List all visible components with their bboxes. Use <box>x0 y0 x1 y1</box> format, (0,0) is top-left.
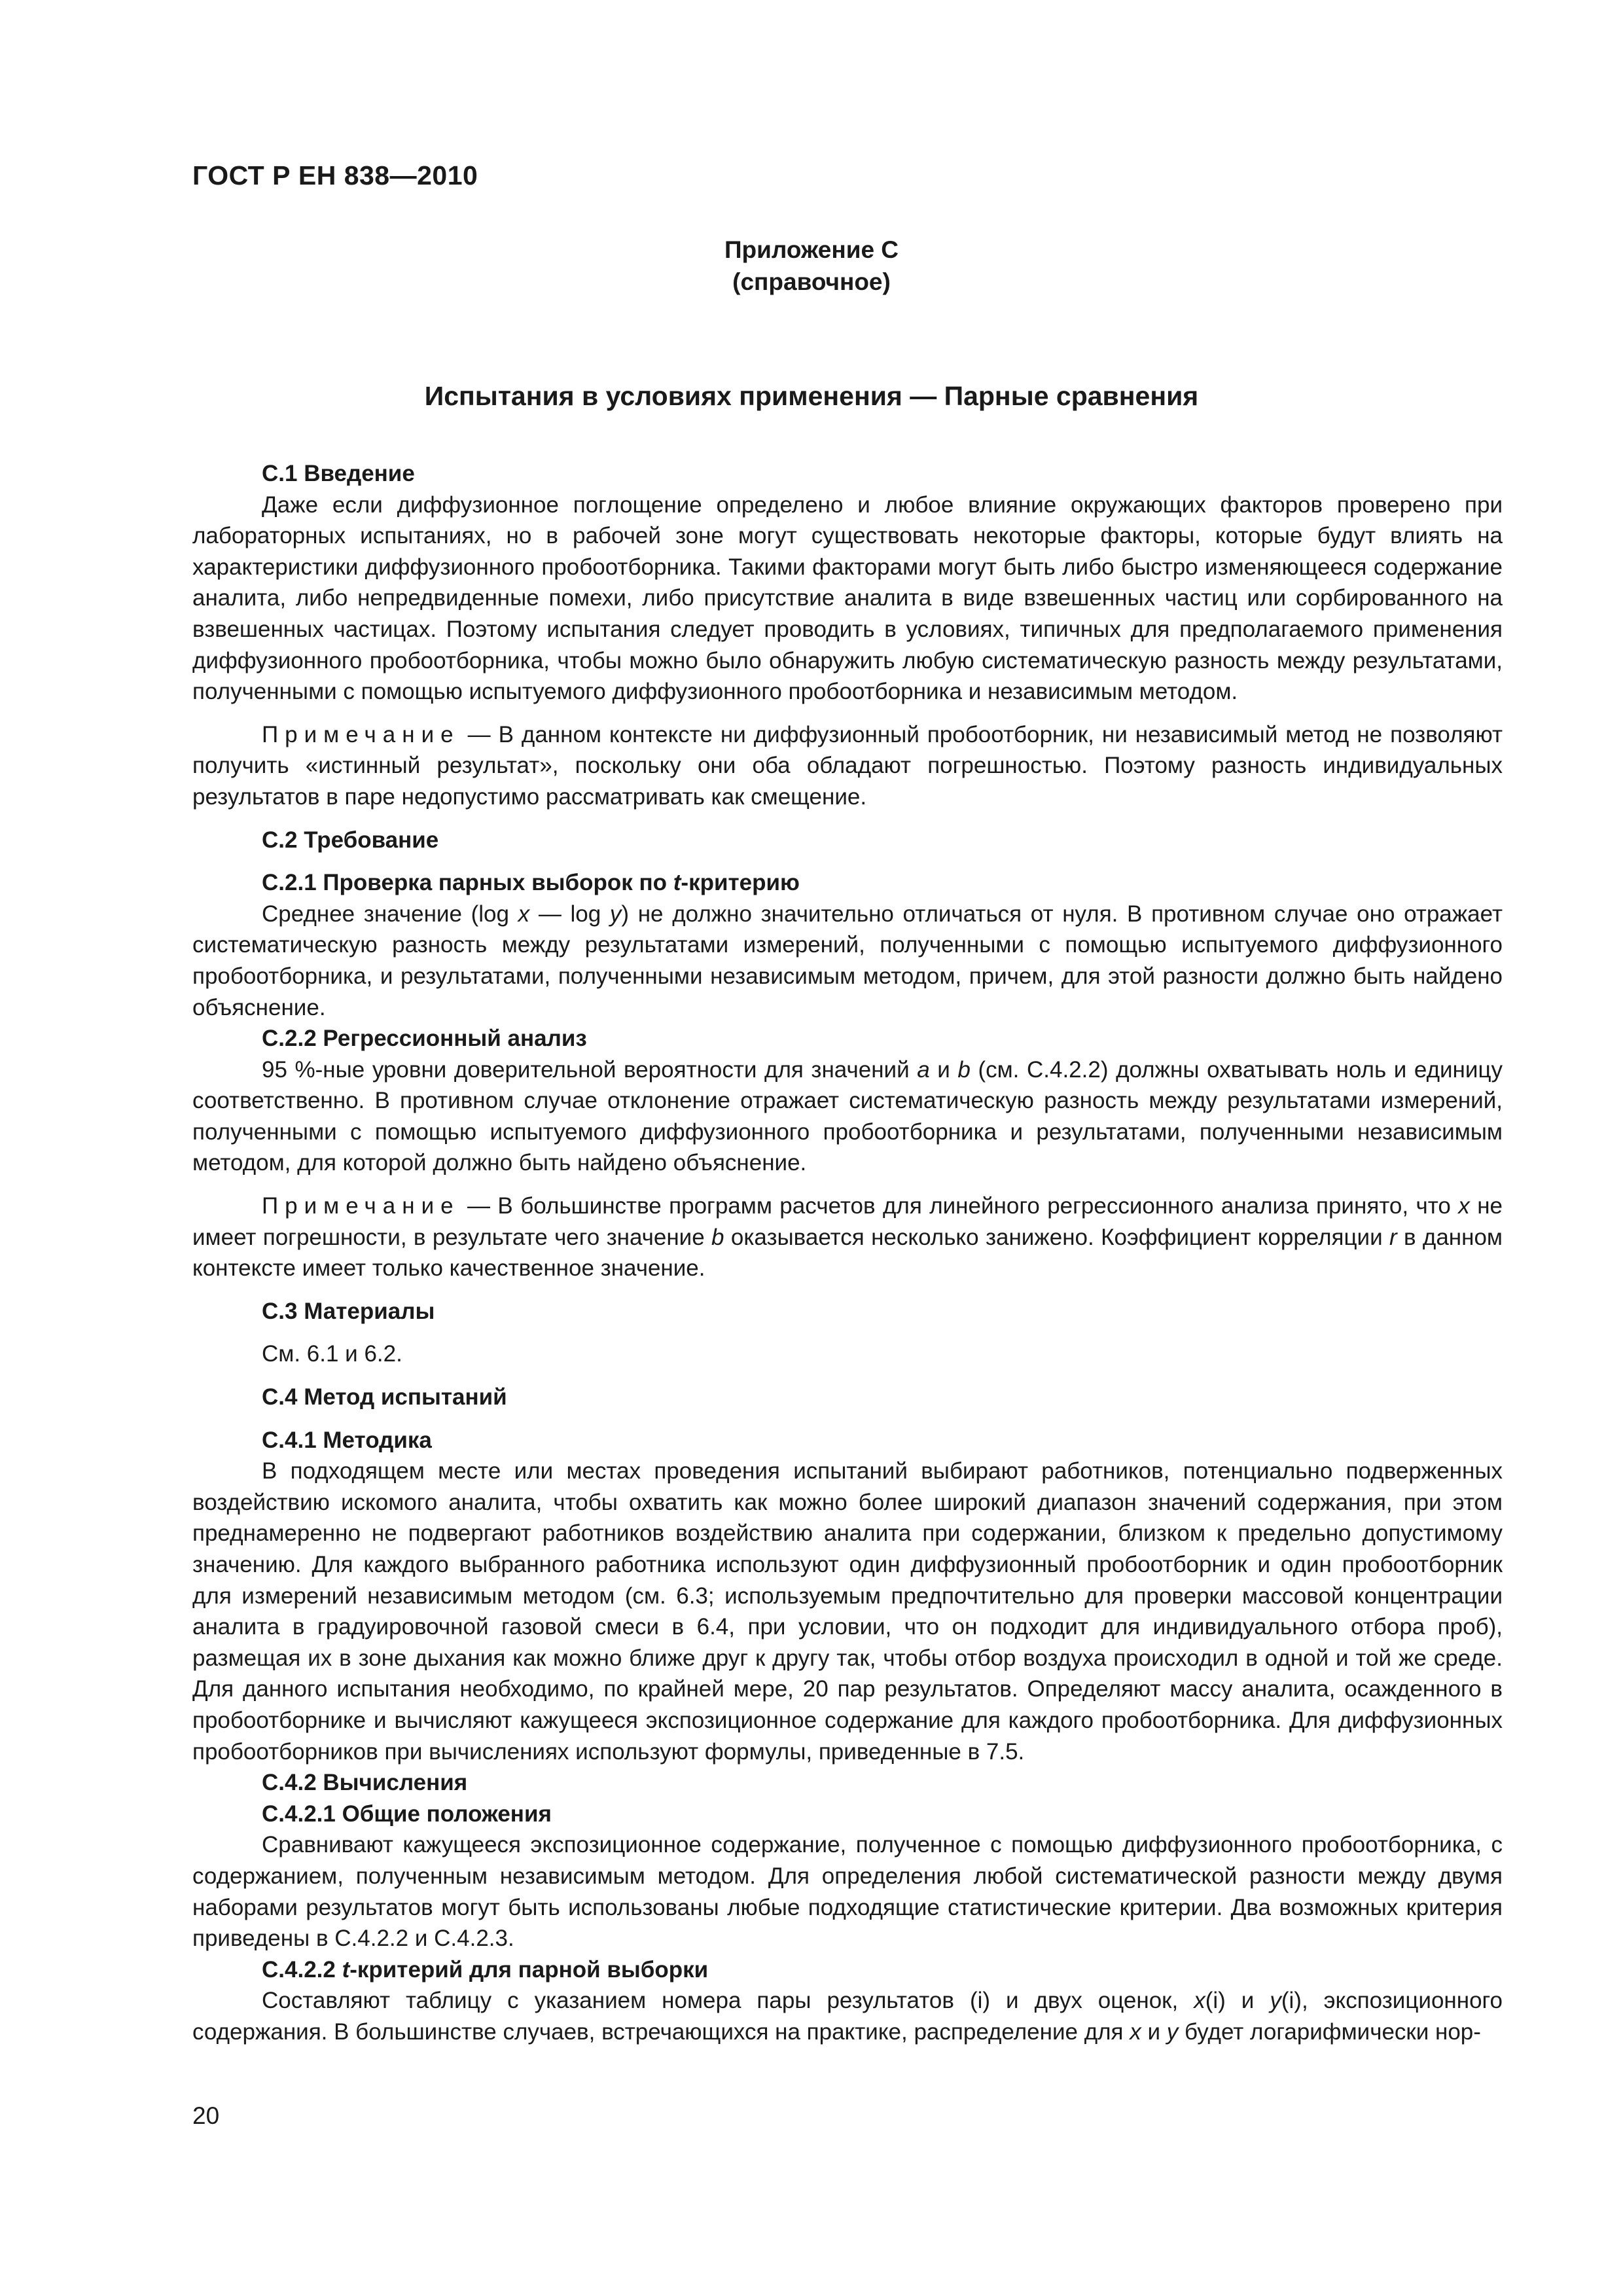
document-body <box>192 458 1503 2048</box>
appendix-type: (справочное) <box>732 268 891 295</box>
paragraph-c4-2-2 <box>192 1985 1503 2047</box>
text: (см. С.4.2.2) должны охватывать ноль и единицу соответственно. В противном случае отклонение отражает систематическую разность между результатами измерений, полученными с помощью испытуемого диффузионного пробоотборника и результатами, полученными независимым методом, для которой должно быть найдено объяснение. <box>192 1056 1503 1176</box>
text: ) не должно значительно отличаться от нуля. В противном случае оно отражает систематическую разность между результатами измерений, полученными с помощью испытуемого диффузионного пробоотборника, и результатами, полученными независимым методом, причем, для этой разности должно быть найдено объяснение. <box>192 901 1503 1020</box>
note-text: — В данном контексте ни диффузионный пробоотборник, ни независимый метод не позволяют получить «истинный результат», поскольку они оба обладают погрешностью. Поэтому разность индивидуальных результатов в паре недопустимо рассматривать как смещение. <box>192 721 1503 810</box>
note-text: не имеет погрешности, в результате чего значение <box>192 1193 1503 1250</box>
var-x: x <box>518 901 530 927</box>
page-number: 20 <box>192 2102 220 2129</box>
heading-c2-2: С.2.2 Регрессионный анализ <box>262 1026 587 1052</box>
paragraph-c4-1: В подходящем месте или местах проведения испытаний выбирают работников, потенциально подверженных воздействию искомого аналита, чтобы охватить как можно более широкий диапазон значений содержания, при этом преднамеренно не подвергают работников воздействию аналита при содержании, близком к предельно допустимому значению. Для каждого выбранного работника используют один диффузионный пробоотборник и один пробоотборник для измерений независимым методом (см. 6.3; используемым предпочтительно для проверки массовой концентрации аналита в градуировочной газовой смеси в 6.4, при условии, что он подходит для индивидуального отбора проб), размещая их в зоне дыхания как можно ближе друг к другу так, чтобы отбор воздуха происходил в одной и той же среде. Для данного испытания необходимо, по крайней мере, 20 пар результатов. Определяют массу аналита, осажденного в пробоотборнике и вычисляют кажущееся экспозиционное содержание для каждого пробоотборника. Для диффузионных пробоотборников при вычислениях используют формулы, приведенные в 7.5. <box>192 1458 1503 1765</box>
appendix-title: Испытания в условиях применения — Парные сравнения <box>424 381 1199 411</box>
text: и <box>929 1056 958 1083</box>
note-text: в данном контексте имеет только качественное значение. <box>192 1224 1503 1282</box>
heading-text: С.4.2.2 <box>262 1956 342 1982</box>
paragraph-c1-intro: Даже если диффузионное поглощение определено и любое влияние окружающих факторов проверено при лабораторных испытаниях, но в рабочей зоне могут существовать некоторые факторы, которые будут влиять на характеристики диффузионного пробоотборника. Такими факторами могут быть либо быстро изменяющееся содержание аналита, либо непредвиденные помехи, либо присутствие аналита в виде взвешенных частиц или сорбированного на взвешенных частицах. Поэтому испытания следует проводить в условиях, типичных для предполагаемого применения диффузионного пробоотборника, чтобы можно было обнаружить любую систематическую разность между результатами, полученными с помощью испытуемого диффузионного пробоотборника и независимым методом. <box>192 492 1503 705</box>
heading-c1: С.1 Введение <box>262 461 415 486</box>
var-y: y <box>1166 2018 1179 2045</box>
heading-c2: С.2 Требование <box>262 827 439 853</box>
note-label: Примечание <box>262 1193 460 1219</box>
paragraph-c3: См. 6.1 и 6.2. <box>262 1341 402 1367</box>
note-text: — В большинстве программ расчетов для линейного регрессионного анализа принято, что <box>459 1193 1459 1219</box>
note-c2-2 <box>192 1191 1503 1284</box>
var-x: x <box>1458 1193 1470 1219</box>
var-r: r <box>1389 1224 1397 1250</box>
heading-text: -критерий для парной выборки <box>349 1956 709 1982</box>
heading-var-t: t <box>673 870 681 896</box>
var-x: x <box>1130 2018 1141 2045</box>
var-y: y <box>609 901 622 927</box>
text: (i), экспозиционного содержания. В большинстве случаев, встречающихся на практике, распределение для <box>192 1988 1503 2045</box>
text: 95 %-ные уровни доверительной вероятности для значений <box>262 1056 918 1083</box>
heading-c2-1 <box>192 867 1503 899</box>
note-c1 <box>192 719 1503 813</box>
var-b: b <box>711 1224 724 1250</box>
heading-c4-1: С.4.1 Методика <box>262 1427 432 1453</box>
var-a: a <box>917 1056 930 1083</box>
paragraph-c4-2-1: Сравнивают кажущееся экспозиционное содержание, полученное с помощью диффузионного пробоотборника, с содержанием, полученным независимым методом. Для определения любой систематической разности между двумя наборами результатов могут быть использованы любые подходящие статистические критерии. Два возможных критерия приведены в С.4.2.2 и С.4.2.3. <box>192 1832 1503 1952</box>
heading-c4-2: С.4.2 Вычисления <box>262 1770 468 1796</box>
heading-text: -критерию <box>681 870 800 896</box>
heading-text: С.2.1 Проверка парных выборок по <box>262 870 673 896</box>
paragraph-c2-1 <box>192 899 1503 1023</box>
text: Составляют таблицу с указанием номера пары результатов (i) и двух оценок, <box>262 1988 1194 2014</box>
heading-c3: С.3 Материалы <box>262 1298 435 1324</box>
appendix-label: Приложение С <box>724 236 899 263</box>
var-x: x <box>1194 1988 1205 2014</box>
text: будет логарифмически нор- <box>1178 2018 1481 2045</box>
text: — log <box>529 901 610 927</box>
heading-c4: С.4 Метод испытаний <box>262 1384 507 1410</box>
text: (i) и <box>1205 1988 1270 2014</box>
note-label: Примечание <box>262 721 460 747</box>
note-text: оказывается несколько занижено. Коэффициент корреляции <box>724 1224 1389 1250</box>
heading-c4-2-2 <box>192 1954 1503 1986</box>
text: и <box>1141 2018 1167 2045</box>
var-y: y <box>1270 1988 1281 2014</box>
heading-var-t: t <box>342 1956 350 1982</box>
paragraph-c2-2 <box>192 1054 1503 1179</box>
text: Среднее значение (log <box>262 901 518 927</box>
document-code: ГОСТ Р ЕН 838—2010 <box>192 160 478 190</box>
heading-c4-2-1: С.4.2.1 Общие положения <box>262 1801 552 1827</box>
var-b: b <box>957 1056 971 1083</box>
